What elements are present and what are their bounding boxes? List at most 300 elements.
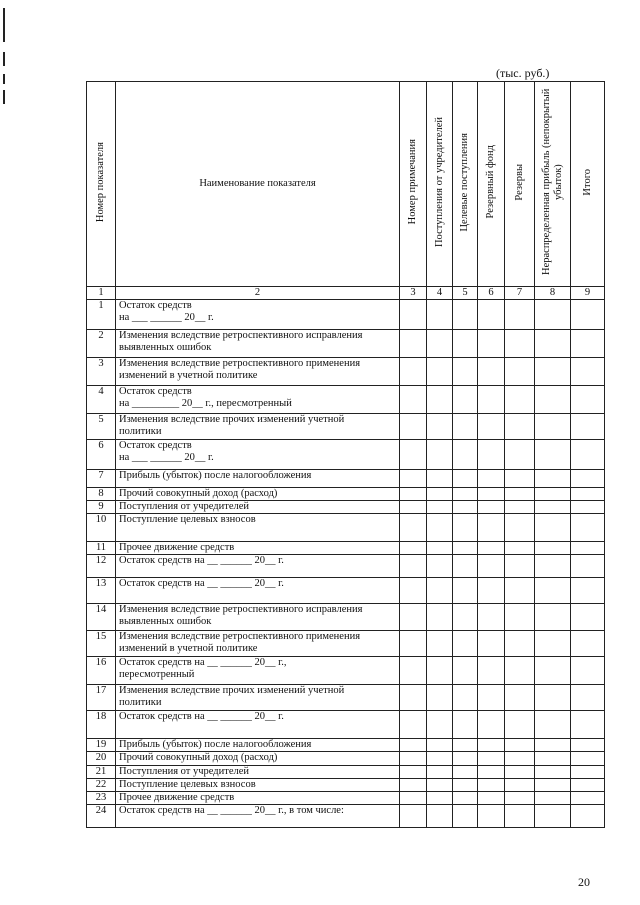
indicator-name-line2: на ___ ______ 20__ г.	[119, 452, 214, 463]
indicator-name-line2: пересмотренный	[119, 669, 195, 680]
value-cell[interactable]	[400, 578, 427, 604]
value-cell[interactable]	[427, 792, 453, 805]
value-cell[interactable]	[571, 414, 605, 440]
indicator-name-line2: на ___ ______ 20__ г.	[119, 312, 214, 323]
row-number: 15	[87, 631, 116, 657]
value-cell[interactable]	[571, 440, 605, 470]
value-cell[interactable]	[535, 631, 571, 657]
value-cell[interactable]	[535, 501, 571, 514]
indicator-name	[116, 514, 400, 542]
table-row	[87, 657, 605, 685]
value-cell[interactable]	[535, 358, 571, 386]
value-cell[interactable]	[453, 358, 478, 386]
value-cell[interactable]	[453, 470, 478, 488]
indicator-name-line2: политики	[119, 426, 162, 437]
value-cell[interactable]	[427, 501, 453, 514]
row-number: 18	[87, 711, 116, 739]
value-cell[interactable]	[571, 501, 605, 514]
row-number: 5	[87, 414, 116, 440]
value-cell[interactable]	[400, 414, 427, 440]
value-cell[interactable]	[427, 631, 453, 657]
indicator-name-line1: Остаток средств на __ ______ 20__ г.	[119, 555, 284, 566]
value-cell[interactable]	[400, 330, 427, 358]
table-row	[87, 805, 605, 828]
value-cell[interactable]	[400, 739, 427, 752]
value-cell[interactable]	[478, 414, 505, 440]
table-row	[87, 358, 605, 386]
indicator-name	[116, 711, 400, 739]
value-cell[interactable]	[571, 685, 605, 711]
indicator-name	[116, 542, 400, 555]
value-cell[interactable]	[453, 711, 478, 739]
indicator-name	[116, 470, 400, 488]
row-number: 12	[87, 555, 116, 578]
value-cell[interactable]	[427, 805, 453, 828]
value-cell[interactable]	[400, 514, 427, 542]
scan-edge-mark	[3, 74, 5, 84]
value-cell[interactable]	[535, 766, 571, 779]
value-cell[interactable]	[400, 685, 427, 711]
value-cell[interactable]	[535, 578, 571, 604]
value-cell[interactable]	[400, 542, 427, 555]
indicator-name	[116, 300, 400, 330]
value-cell[interactable]	[427, 358, 453, 386]
value-cell[interactable]	[453, 766, 478, 779]
value-cell[interactable]	[505, 711, 535, 739]
header-cell: Целевые поступления	[453, 82, 478, 287]
row-number: 14	[87, 604, 116, 631]
indicator-name-line1: Остаток средств	[119, 386, 192, 397]
table-row	[87, 739, 605, 752]
value-cell[interactable]	[571, 488, 605, 501]
indicator-name	[116, 578, 400, 604]
table-row	[87, 578, 605, 604]
unit-label: (тыс. руб.)	[496, 66, 550, 80]
value-cell[interactable]	[427, 711, 453, 739]
value-cell[interactable]	[478, 752, 505, 766]
value-cell[interactable]	[505, 501, 535, 514]
value-cell[interactable]	[453, 330, 478, 358]
indicator-name-line1: Прочий совокупный доход (расход)	[119, 752, 278, 763]
indicator-name	[116, 386, 400, 414]
value-cell[interactable]	[478, 657, 505, 685]
row-number: 17	[87, 685, 116, 711]
table-row	[87, 440, 605, 470]
value-cell[interactable]	[400, 604, 427, 631]
indicator-name-line1: Прочее движение средств	[119, 542, 235, 553]
indicator-name-line2: на _________ 20__ г., пересмотренный	[119, 398, 292, 409]
value-cell[interactable]	[427, 555, 453, 578]
value-cell[interactable]	[453, 300, 478, 330]
value-cell[interactable]	[427, 414, 453, 440]
table-row	[87, 792, 605, 805]
value-cell[interactable]	[478, 440, 505, 470]
value-cell[interactable]	[535, 711, 571, 739]
row-number: 13	[87, 578, 116, 604]
header-cell: Итого	[571, 82, 605, 287]
indicator-name-line1: Изменения вследствие ретроспективного исправления	[119, 604, 363, 615]
value-cell[interactable]	[505, 685, 535, 711]
header-cell: Поступления от учредителей	[427, 82, 453, 287]
indicator-name-line1: Поступления от учредителей	[119, 766, 250, 777]
value-cell[interactable]	[478, 685, 505, 711]
row-number: 6	[87, 440, 116, 470]
value-cell[interactable]	[453, 440, 478, 470]
value-cell[interactable]	[478, 805, 505, 828]
scan-edge-mark	[3, 90, 5, 104]
value-cell[interactable]	[535, 657, 571, 685]
indicator-name-line1: Остаток средств на __ ______ 20__ г.	[119, 578, 284, 589]
value-cell[interactable]	[505, 792, 535, 805]
value-cell[interactable]	[427, 440, 453, 470]
value-cell[interactable]	[535, 805, 571, 828]
value-cell[interactable]	[427, 542, 453, 555]
value-cell[interactable]	[505, 542, 535, 555]
value-cell[interactable]	[571, 300, 605, 330]
value-cell[interactable]	[453, 752, 478, 766]
value-cell[interactable]	[571, 578, 605, 604]
row-number: 21	[87, 766, 116, 779]
value-cell[interactable]	[427, 604, 453, 631]
value-cell[interactable]	[427, 300, 453, 330]
value-cell[interactable]	[571, 766, 605, 779]
value-cell[interactable]	[505, 657, 535, 685]
column-number: 7	[505, 287, 535, 300]
indicator-name	[116, 604, 400, 631]
indicator-name	[116, 657, 400, 685]
row-number: 3	[87, 358, 116, 386]
value-cell[interactable]	[453, 578, 478, 604]
value-cell[interactable]	[427, 779, 453, 792]
value-cell[interactable]	[400, 386, 427, 414]
indicator-name	[116, 792, 400, 805]
value-cell[interactable]	[427, 386, 453, 414]
value-cell[interactable]	[400, 711, 427, 739]
scan-edge-mark	[3, 52, 5, 66]
indicator-name-line1: Остаток средств на __ ______ 20__ г.,	[119, 657, 287, 668]
table-row	[87, 685, 605, 711]
value-cell[interactable]	[535, 739, 571, 752]
capital-changes-table	[86, 81, 605, 828]
value-cell[interactable]	[535, 488, 571, 501]
indicator-name	[116, 752, 400, 766]
value-cell[interactable]	[453, 631, 478, 657]
value-cell[interactable]	[478, 792, 505, 805]
table-row	[87, 604, 605, 631]
header-cell: Нераспределенная прибыль (непокрытый убыток)	[535, 82, 571, 287]
table-row	[87, 631, 605, 657]
indicator-name	[116, 501, 400, 514]
table-row	[87, 555, 605, 578]
value-cell[interactable]	[505, 300, 535, 330]
indicator-name-line1: Поступления от учредителей	[119, 501, 250, 512]
row-number: 4	[87, 386, 116, 414]
value-cell[interactable]	[400, 752, 427, 766]
value-cell[interactable]	[400, 440, 427, 470]
row-number: 22	[87, 779, 116, 792]
value-cell[interactable]	[427, 488, 453, 501]
value-cell[interactable]	[535, 555, 571, 578]
value-cell[interactable]	[453, 739, 478, 752]
value-cell[interactable]	[571, 739, 605, 752]
table-row	[87, 300, 605, 330]
value-cell[interactable]	[535, 604, 571, 631]
indicator-name-line2: изменений в учетной политике	[119, 643, 258, 654]
value-cell[interactable]	[505, 414, 535, 440]
value-cell[interactable]	[400, 300, 427, 330]
value-cell[interactable]	[453, 414, 478, 440]
value-cell[interactable]	[535, 514, 571, 542]
table-row	[87, 779, 605, 792]
scan-edge-mark	[3, 8, 5, 42]
value-cell[interactable]	[535, 752, 571, 766]
column-number: 9	[571, 287, 605, 300]
header-cell: Наименование показателя	[116, 82, 400, 287]
column-number: 8	[535, 287, 571, 300]
indicator-name-line1: Остаток средств на __ ______ 20__ г.	[119, 711, 284, 722]
row-number: 24	[87, 805, 116, 828]
value-cell[interactable]	[535, 440, 571, 470]
indicator-name	[116, 779, 400, 792]
value-cell[interactable]	[478, 470, 505, 488]
value-cell[interactable]	[478, 578, 505, 604]
value-cell[interactable]	[400, 657, 427, 685]
row-number: 23	[87, 792, 116, 805]
value-cell[interactable]	[453, 657, 478, 685]
value-cell[interactable]	[478, 358, 505, 386]
value-cell[interactable]	[571, 779, 605, 792]
value-cell[interactable]	[453, 488, 478, 501]
indicator-name-line1: Остаток средств	[119, 300, 192, 311]
value-cell[interactable]	[453, 792, 478, 805]
value-cell[interactable]	[478, 330, 505, 358]
value-cell[interactable]	[427, 578, 453, 604]
value-cell[interactable]	[571, 631, 605, 657]
value-cell[interactable]	[505, 555, 535, 578]
table-row	[87, 766, 605, 779]
value-cell[interactable]	[427, 514, 453, 542]
value-cell[interactable]	[571, 330, 605, 358]
row-number: 10	[87, 514, 116, 542]
value-cell[interactable]	[427, 657, 453, 685]
value-cell[interactable]	[505, 631, 535, 657]
row-number: 8	[87, 488, 116, 501]
value-cell[interactable]	[535, 685, 571, 711]
column-number: 5	[453, 287, 478, 300]
value-cell[interactable]	[478, 739, 505, 752]
value-cell[interactable]	[505, 514, 535, 542]
table-row	[87, 386, 605, 414]
value-cell[interactable]	[571, 514, 605, 542]
indicator-name-line1: Прочий совокупный доход (расход)	[119, 488, 278, 499]
indicator-name	[116, 440, 400, 470]
value-cell[interactable]	[535, 300, 571, 330]
value-cell[interactable]	[505, 358, 535, 386]
indicator-name-line1: Изменения вследствие прочих изменений учетной	[119, 685, 345, 696]
value-cell[interactable]	[427, 752, 453, 766]
table-row	[87, 488, 605, 501]
value-cell[interactable]	[400, 470, 427, 488]
value-cell[interactable]	[478, 488, 505, 501]
value-cell[interactable]	[453, 779, 478, 792]
value-cell[interactable]	[505, 752, 535, 766]
value-cell[interactable]	[535, 386, 571, 414]
header-cell: Номер примечания	[400, 82, 427, 287]
row-number: 7	[87, 470, 116, 488]
value-cell[interactable]	[453, 685, 478, 711]
row-number: 11	[87, 542, 116, 555]
value-cell[interactable]	[505, 470, 535, 488]
indicator-name-line1: Изменения вследствие прочих изменений учетной	[119, 414, 345, 425]
table-row	[87, 514, 605, 542]
value-cell[interactable]	[535, 792, 571, 805]
indicator-name	[116, 631, 400, 657]
column-number: 2	[116, 287, 400, 300]
value-cell[interactable]	[478, 604, 505, 631]
value-cell[interactable]	[505, 779, 535, 792]
table-row	[87, 752, 605, 766]
indicator-name-line2: выявленных ошибок	[119, 616, 212, 627]
row-number: 9	[87, 501, 116, 514]
value-cell[interactable]	[478, 542, 505, 555]
value-cell[interactable]	[427, 766, 453, 779]
value-cell[interactable]	[400, 766, 427, 779]
indicator-name-line1: Прибыль (убыток) после налогообложения	[119, 470, 312, 481]
value-cell[interactable]	[505, 578, 535, 604]
indicator-name	[116, 555, 400, 578]
indicator-name-line1: Прибыль (убыток) после налогообложения	[119, 739, 312, 750]
value-cell[interactable]	[505, 386, 535, 414]
indicator-name-line1: Изменения вследствие ретроспективного применения	[119, 358, 361, 369]
value-cell[interactable]	[478, 386, 505, 414]
header-cell: Номер показателя	[87, 82, 116, 287]
row-number: 2	[87, 330, 116, 358]
column-number: 1	[87, 287, 116, 300]
value-cell[interactable]	[400, 792, 427, 805]
value-cell[interactable]	[400, 631, 427, 657]
value-cell[interactable]	[571, 604, 605, 631]
value-cell[interactable]	[478, 779, 505, 792]
indicator-name	[116, 358, 400, 386]
value-cell[interactable]	[453, 555, 478, 578]
indicator-name-line1: Поступление целевых взносов	[119, 779, 256, 790]
indicator-name-line1: Поступление целевых взносов	[119, 514, 256, 525]
indicator-name-line2: изменений в учетной политике	[119, 370, 258, 381]
value-cell[interactable]	[505, 604, 535, 631]
row-number: 20	[87, 752, 116, 766]
value-cell[interactable]	[427, 685, 453, 711]
column-number: 3	[400, 287, 427, 300]
value-cell[interactable]	[453, 501, 478, 514]
row-number: 19	[87, 739, 116, 752]
header-cell: Резервный фонд	[478, 82, 505, 287]
column-number: 6	[478, 287, 505, 300]
indicator-name	[116, 805, 400, 828]
value-cell[interactable]	[400, 488, 427, 501]
indicator-name-line1: Остаток средств	[119, 440, 192, 451]
page-number: 20	[578, 875, 590, 889]
header-row	[87, 82, 605, 287]
value-cell[interactable]	[478, 514, 505, 542]
value-cell[interactable]	[400, 779, 427, 792]
value-cell[interactable]	[478, 300, 505, 330]
indicator-name-line1: Остаток средств на __ ______ 20__ г., в том числе:	[119, 805, 344, 816]
indicator-name	[116, 685, 400, 711]
value-cell[interactable]	[453, 386, 478, 414]
value-cell[interactable]	[505, 739, 535, 752]
value-cell[interactable]	[400, 805, 427, 828]
value-cell[interactable]	[571, 542, 605, 555]
table-row	[87, 501, 605, 514]
value-cell[interactable]	[535, 542, 571, 555]
value-cell[interactable]	[571, 752, 605, 766]
value-cell[interactable]	[478, 501, 505, 514]
value-cell[interactable]	[478, 711, 505, 739]
row-number: 1	[87, 300, 116, 330]
value-cell[interactable]	[505, 766, 535, 779]
value-cell[interactable]	[571, 657, 605, 685]
value-cell[interactable]	[478, 766, 505, 779]
column-number: 4	[427, 287, 453, 300]
indicator-name	[116, 739, 400, 752]
indicator-name-line1: Изменения вследствие ретроспективного применения	[119, 631, 361, 642]
value-cell[interactable]	[427, 739, 453, 752]
value-cell[interactable]	[505, 330, 535, 358]
value-cell[interactable]	[505, 805, 535, 828]
value-cell[interactable]	[535, 779, 571, 792]
value-cell[interactable]	[453, 514, 478, 542]
value-cell[interactable]	[427, 470, 453, 488]
value-cell[interactable]	[505, 488, 535, 501]
indicator-name-line1: Прочее движение средств	[119, 792, 235, 803]
indicator-name	[116, 766, 400, 779]
value-cell[interactable]	[478, 555, 505, 578]
value-cell[interactable]	[453, 542, 478, 555]
value-cell[interactable]	[571, 470, 605, 488]
value-cell[interactable]	[571, 386, 605, 414]
table-body	[87, 287, 605, 828]
indicator-name-line1: Изменения вследствие ретроспективного исправления	[119, 330, 363, 341]
table-row	[87, 711, 605, 739]
value-cell[interactable]	[453, 805, 478, 828]
value-cell[interactable]	[400, 555, 427, 578]
table-row	[87, 542, 605, 555]
value-cell[interactable]	[535, 414, 571, 440]
header-cell: Резервы	[505, 82, 535, 287]
value-cell[interactable]	[571, 555, 605, 578]
indicator-name	[116, 330, 400, 358]
value-cell[interactable]	[571, 805, 605, 828]
value-cell[interactable]	[505, 440, 535, 470]
indicator-name	[116, 414, 400, 440]
value-cell[interactable]	[571, 792, 605, 805]
table-row	[87, 414, 605, 440]
table-row	[87, 470, 605, 488]
value-cell[interactable]	[400, 501, 427, 514]
value-cell[interactable]	[535, 330, 571, 358]
value-cell[interactable]	[571, 711, 605, 739]
value-cell[interactable]	[535, 470, 571, 488]
column-number-row	[87, 287, 605, 300]
row-number: 16	[87, 657, 116, 685]
value-cell[interactable]	[400, 358, 427, 386]
indicator-name-line2: выявленных ошибок	[119, 342, 212, 353]
indicator-name-line2: политики	[119, 697, 162, 708]
value-cell[interactable]	[571, 358, 605, 386]
value-cell[interactable]	[453, 604, 478, 631]
value-cell[interactable]	[478, 631, 505, 657]
value-cell[interactable]	[427, 330, 453, 358]
